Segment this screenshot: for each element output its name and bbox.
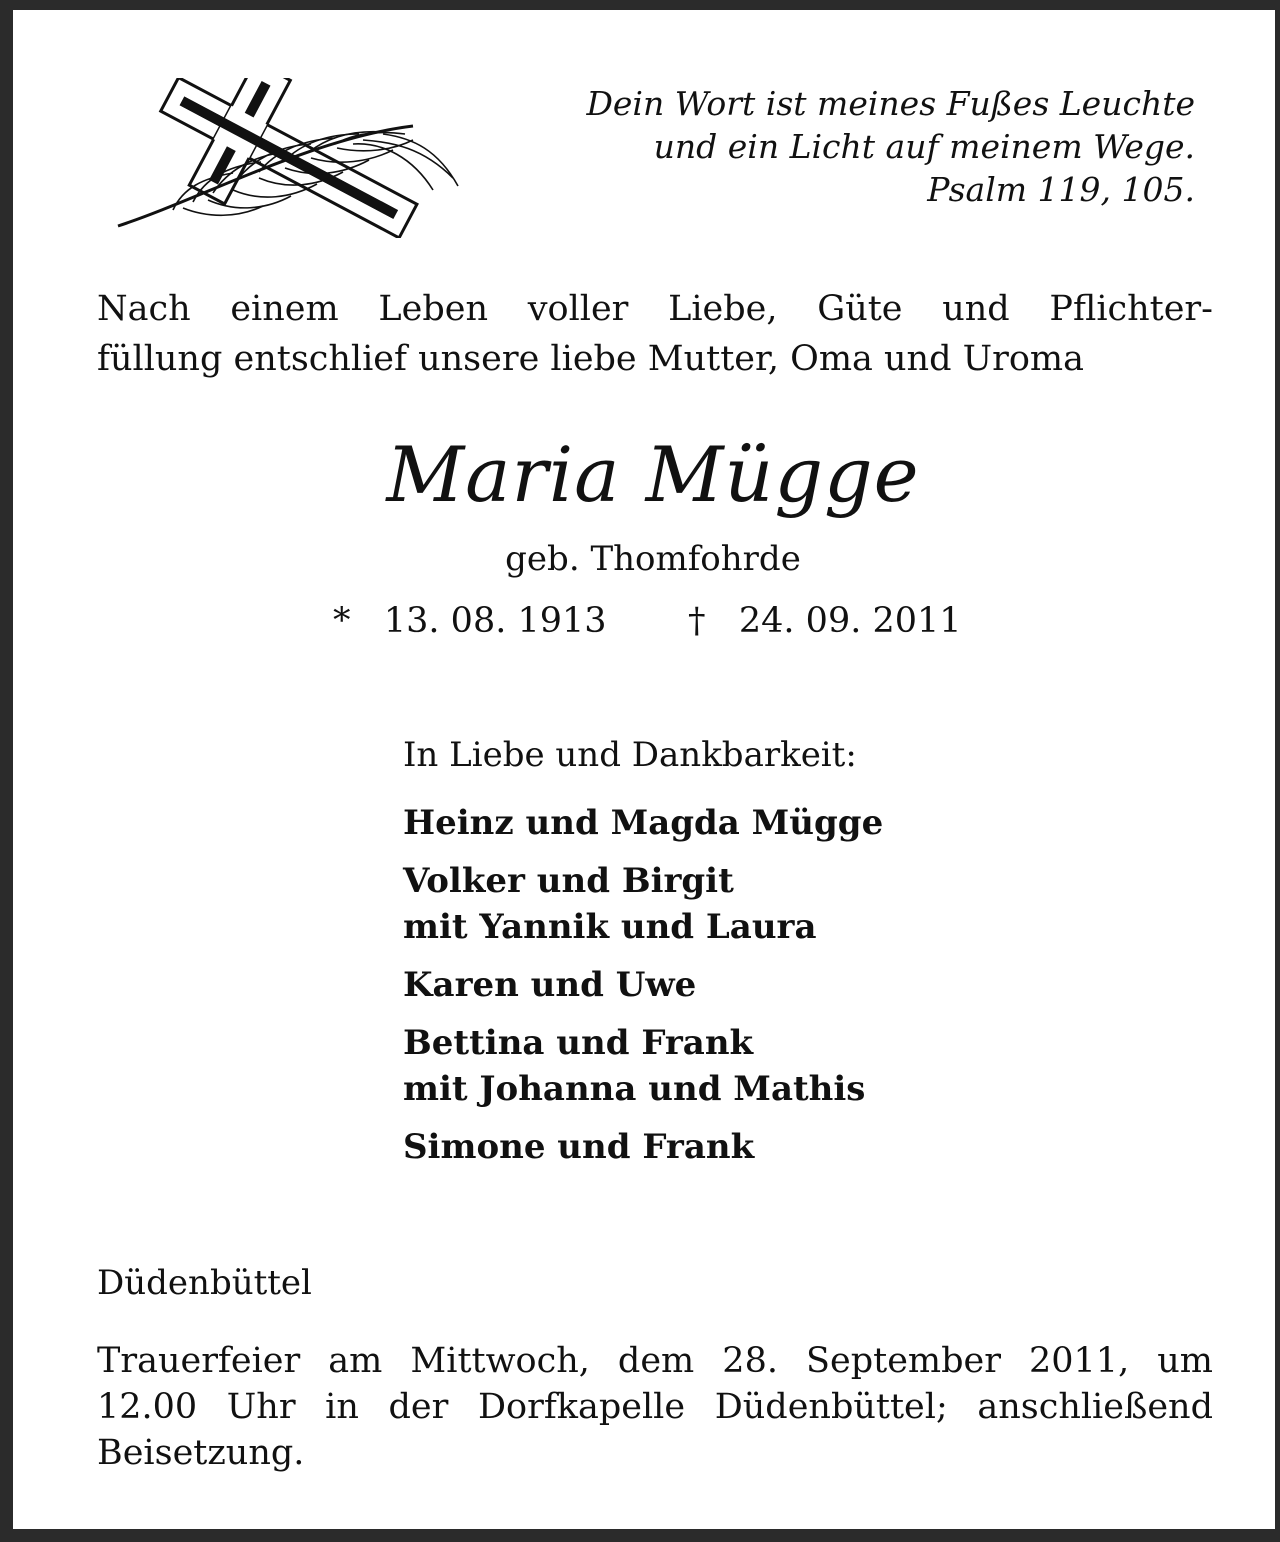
death-date-block <box>688 596 962 646</box>
mourner-group <box>403 800 1203 846</box>
funeral-line: Beisetzung. <box>97 1433 305 1473</box>
cross-with-palm-frond-icon <box>113 78 463 238</box>
funeral-details <box>97 1338 1213 1476</box>
mourner-group <box>403 962 1203 1008</box>
mourner-line: mit Yannik und Laura <box>403 907 817 947</box>
bible-verse <box>475 82 1195 211</box>
death-date: 24. 09. 2011 <box>738 601 962 641</box>
mourner-line: Karen und Uwe <box>403 965 697 1005</box>
intro-text <box>97 284 1213 384</box>
place-name: Düdenbüttel <box>97 1263 312 1303</box>
intro-line: Nach einem Leben voller Liebe, Güte und Pflichter- <box>97 289 1213 329</box>
mourners-heading: In Liebe und Dankbarkeit: <box>403 735 857 775</box>
mourner-line: mit Johanna und Mathis <box>403 1069 866 1109</box>
mourner-line: Bettina und Frank <box>403 1023 754 1063</box>
death-symbol: † <box>688 601 706 641</box>
verse-line: Dein Wort ist meines Fußes Leuchte <box>586 84 1195 123</box>
birth-name: geb. Thomfohrde <box>505 539 801 579</box>
mourner-group <box>403 1124 1203 1170</box>
mourner-group <box>403 1020 1203 1112</box>
mourners-list <box>403 800 1203 1182</box>
mourner-line: Simone und Frank <box>403 1127 755 1167</box>
mourner-line: Heinz und Magda Mügge <box>403 803 884 843</box>
deceased-name: Maria Mügge <box>386 430 920 519</box>
birth-date: 13. 08. 1913 <box>383 601 607 641</box>
intro-line: füllung entschlief unsere liebe Mutter, Oma und Uroma <box>97 339 1084 379</box>
birth-symbol: * <box>333 601 351 641</box>
verse-reference: Psalm 119, 105. <box>927 170 1195 209</box>
funeral-line: 12.00 Uhr in der Dorfkapelle Düdenbüttel; anschließend <box>97 1387 1213 1427</box>
mourner-group <box>403 858 1203 950</box>
funeral-line: Trauerfeier am Mittwoch, dem 28. September 2011, um <box>97 1341 1213 1381</box>
birth-date-block <box>333 596 607 646</box>
mourner-line: Volker und Birgit <box>403 861 734 901</box>
verse-line: und ein Licht auf meinem Wege. <box>653 127 1195 166</box>
